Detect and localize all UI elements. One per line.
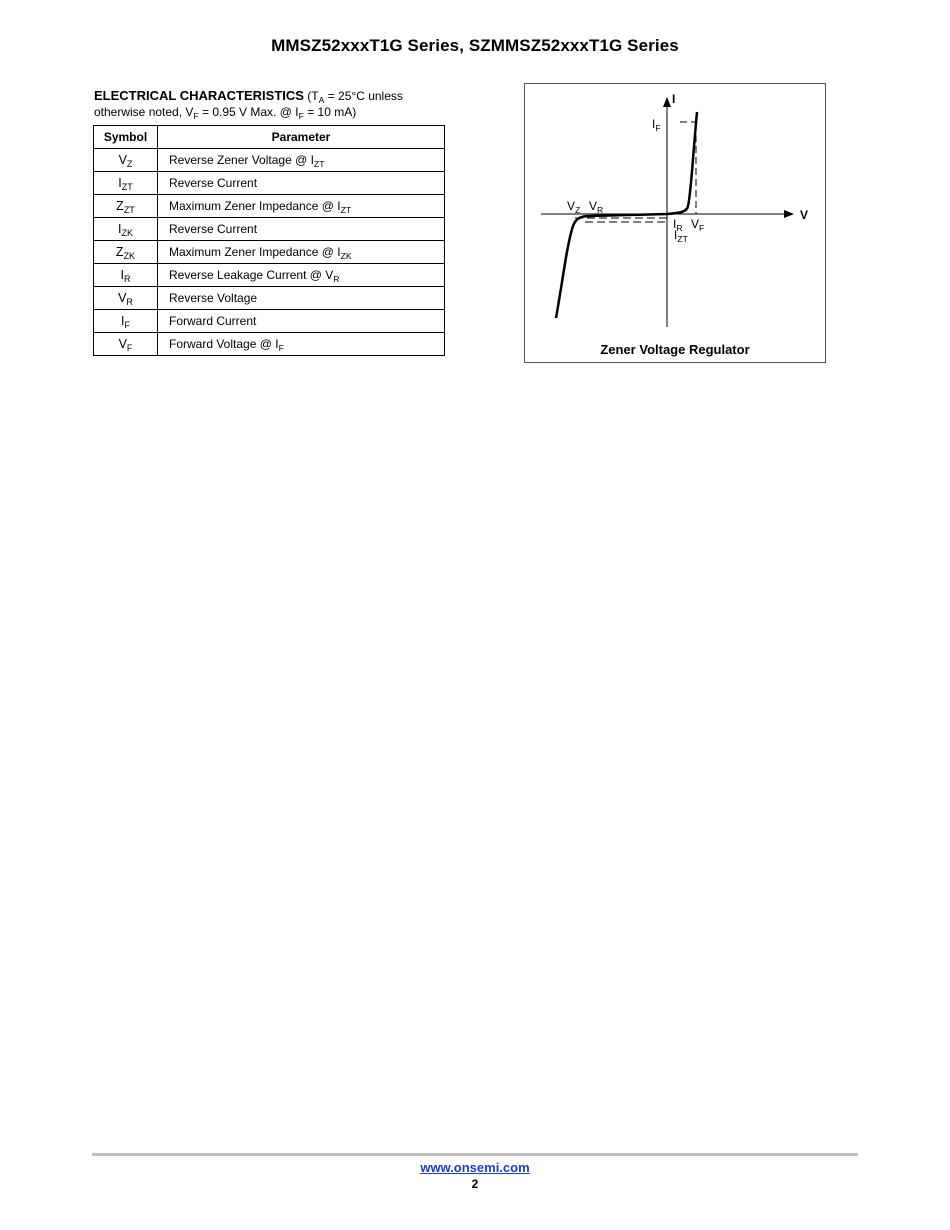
symbol-text: I [120,268,124,282]
symbol-cell [94,172,158,195]
table-row [94,310,445,333]
symbol-text: V [118,337,127,351]
vr-label: $V_R$ [589,199,604,216]
parameter-text: Maximum Zener Impedance @ I [169,199,341,213]
table-row [94,241,445,264]
symbol-cell [94,195,158,218]
parameter-cell [158,195,445,218]
column-header-parameter: Parameter [158,126,445,149]
footer-divider [92,1153,858,1156]
page-title: MMSZ52xxxT1G Series, SZMMSZ52xxxT1G Series [271,36,679,55]
symbol-subscript: ZK [121,228,133,239]
parameter-text: Forward Voltage @ I [169,337,279,351]
parameter-subscript: ZT [313,159,325,170]
parameter-text: Reverse Leakage Current @ V [169,268,334,282]
symbol-cell [94,218,158,241]
condition-line2-a: otherwise noted, V [94,105,194,119]
i-axis-label: I [672,92,676,106]
symbol-text: I [121,314,125,328]
symbol-subscript: ZT [123,205,135,216]
symbol-cell [94,287,158,310]
parameter-subscript: R [333,274,340,285]
symbol-text: I [118,176,122,190]
electrical-characteristics-heading [94,88,454,120]
v-axis-label: V [800,208,809,222]
symbol-cell [94,264,158,287]
symbol-cell [94,310,158,333]
footer-website-link[interactable]: www.onsemi.com [420,1160,530,1175]
symbol-text: Z [116,199,124,213]
symbol-subscript: Z [126,159,133,170]
zener-diagram [524,83,826,363]
table-row [94,264,445,287]
table-row [94,195,445,218]
column-header-symbol: Symbol [94,126,158,149]
parameter-cell [158,241,445,264]
symbol-subscript: ZK [123,251,136,262]
condition-line2-sub2: F [298,111,304,122]
parameter-subscript: ZK [340,251,352,262]
table-body [94,149,445,356]
parameter-subscript: F [278,343,284,354]
symbol-subscript: R [126,297,133,308]
condition-prefix: (T [307,89,319,103]
parameter-text: Reverse Zener Voltage @ I [169,153,314,167]
symbol-text: I [118,222,122,236]
symbol-subscript: F [124,320,130,331]
electrical-characteristics-table [93,125,445,356]
parameter-text: Forward Current [169,314,257,328]
table-row [94,172,445,195]
parameter-cell [158,172,445,195]
diagram-caption: Zener Voltage Regulator [600,342,750,357]
condition-line2-sub1: F [193,111,199,122]
if-label: $I_F$ [652,117,661,134]
parameter-text: Reverse Current [169,176,258,190]
page-number: 2 [471,1177,479,1191]
symbol-text: Z [115,245,124,259]
symbol-cell [94,241,158,264]
parameter-text: Maximum Zener Impedance @ I [169,245,341,259]
symbol-subscript: F [126,343,133,354]
parameter-text: Reverse Current [169,222,258,236]
symbol-text: V [118,291,127,305]
symbol-text: V [118,153,127,167]
section-heading: ELECTRICAL CHARACTERISTICS [94,88,304,103]
vz-label: $V_Z$ [567,199,581,216]
parameter-cell [158,149,445,172]
symbol-cell [94,333,158,356]
table-row [94,333,445,356]
parameter-text: Reverse Voltage [169,291,258,305]
parameter-cell [158,310,445,333]
table-row [94,218,445,241]
symbol-subscript: R [123,274,131,285]
symbol-cell [94,149,158,172]
ir-label: $I_R$ [673,217,683,234]
table-row [94,149,445,172]
parameter-cell [158,218,445,241]
condition-line2-c: = 10 mA) [303,105,357,119]
table-row [94,287,445,310]
condition-sub: A [318,95,325,106]
parameter-cell [158,287,445,310]
symbol-subscript: ZT [121,182,133,193]
parameter-cell [158,333,445,356]
table-header-row [94,126,445,149]
condition-line2-b: = 0.95 V Max. @ I [198,105,299,119]
izt-label: $I_{ZT}$ [674,228,688,245]
parameter-cell [158,264,445,287]
vf-label: $V_F$ [691,217,705,234]
condition-line1: = 25°C unless [324,89,403,103]
parameter-subscript: ZT [340,205,352,216]
